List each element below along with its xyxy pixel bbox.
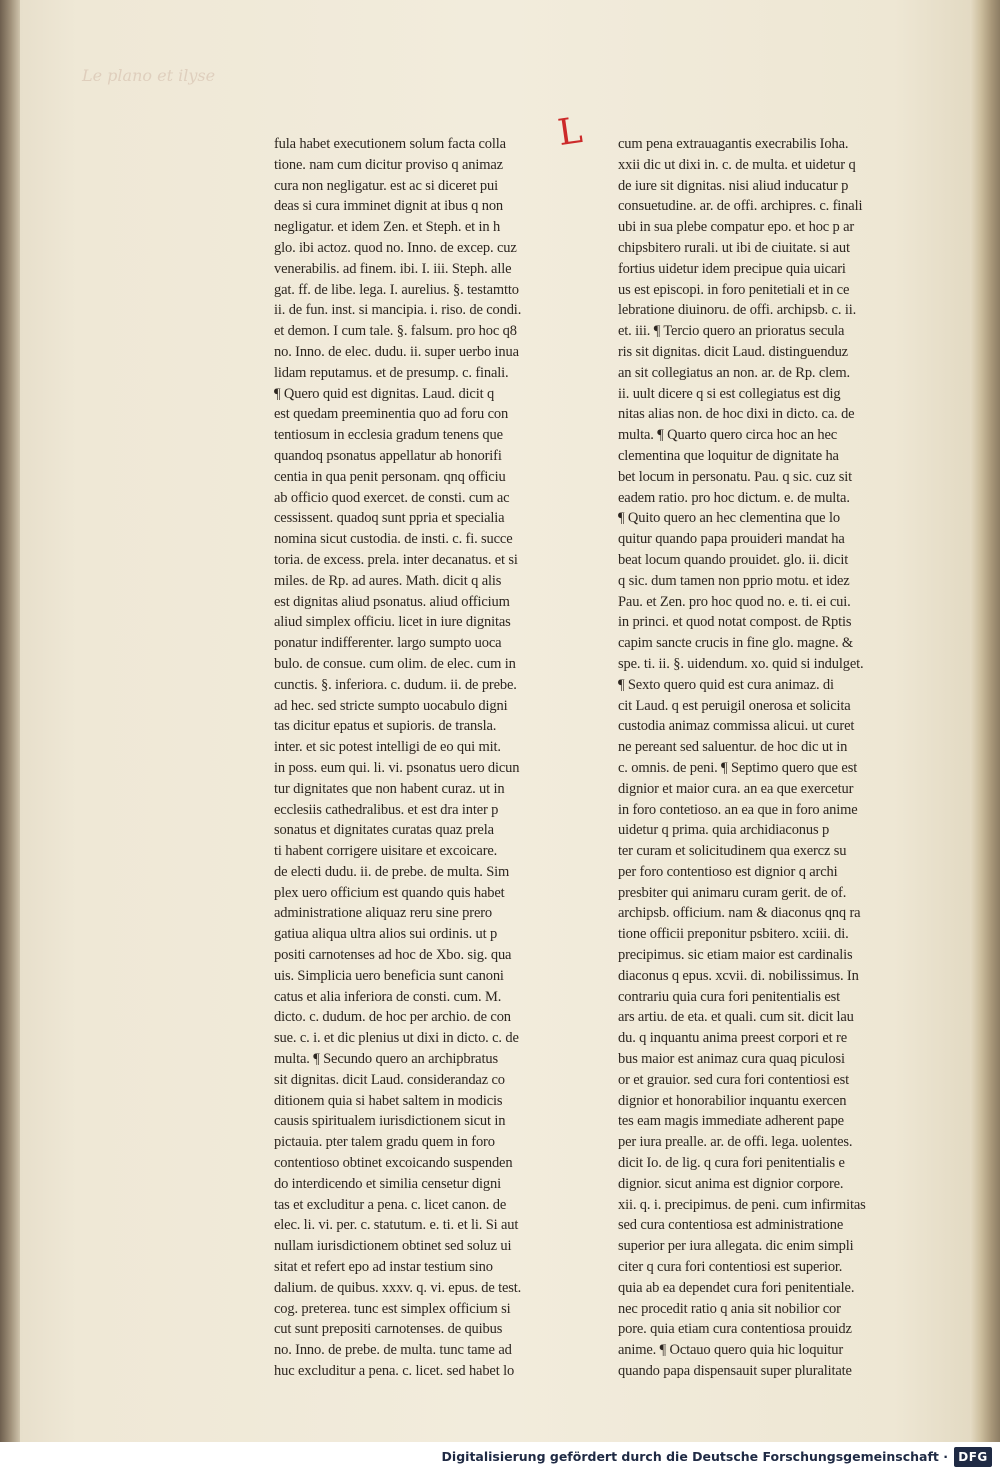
text-line: pore. quia etiam cura contentiosa prouidz <box>618 1321 852 1338</box>
text-line: dignior et maior cura. an ea que exercetur <box>618 780 854 797</box>
text-line: xxii dic ut dixi in. c. de multa. et uidetur q <box>618 156 856 173</box>
text-line: anime. ¶ Octauo quero quia hic loquitur <box>618 1342 844 1359</box>
text-line: ad hec. sed stricte sumpto uocabulo digni <box>274 697 508 714</box>
text-line: uidetur q prima. quia archidiaconus p <box>618 822 830 839</box>
text-line: contrariu quia cura fori penitentialis est <box>618 988 840 1005</box>
text-line: q sic. dum tamen non pprio motu. et idez <box>618 572 850 589</box>
text-line: dicit Io. de lig. q cura fori penitentialis e <box>618 1155 845 1172</box>
text-line: nomina sicut custodia. de insti. c. fi. succe <box>274 531 513 548</box>
text-line: tione officii preponitur psbitero. xciii. di. <box>618 926 849 943</box>
text-line: dignior et honorabilior inquantu exercen <box>618 1092 847 1109</box>
text-line: lebratione diuinoru. de offi. archipsb. c. ii. <box>618 302 857 319</box>
text-line: huc excluditur a pena. c. licet. sed habet lo <box>274 1363 515 1380</box>
text-line: cog. preterea. tunc est simplex officium si <box>274 1300 511 1317</box>
text-line: quitur quando papa prouideri mandat ha <box>618 531 845 548</box>
text-line: glo. ibi actoz. quod no. Inno. de excep. cuz <box>274 239 517 256</box>
text-line: citer q cura fori contentiosi est superior. <box>618 1259 843 1276</box>
text-line: du. q inquantu anima preest corpori et re <box>618 1030 847 1047</box>
text-line: gat. ff. de libe. lega. I. aurelius. §. testamtto <box>274 281 519 298</box>
text-line: capim sancte crucis in fine glo. magne. & <box>618 635 854 652</box>
text-line: dicto. c. dudum. de hoc per archio. de con <box>274 1009 511 1026</box>
text-line: tentiosum in ecclesia gradum tenens que <box>274 427 503 444</box>
text-line: fula habet executionem solum facta colla <box>274 136 506 152</box>
text-line: per foro contentioso est dignior q archi <box>618 863 838 880</box>
folio-number: L <box>555 110 585 154</box>
text-line: cum pena extrauagantis execrabilis Ioha. <box>618 136 849 152</box>
text-line: bus maior est animaz cura quaq piculosi <box>618 1051 845 1068</box>
text-line: no. Inno. de prebe. de multa. tunc tame ad <box>274 1342 512 1359</box>
text-line: quia ab ea dependet cura fori penitentiale. <box>618 1279 855 1296</box>
text-line: tur dignitates que non habent curaz. ut in <box>274 780 505 797</box>
text-line: positi carnotenses ad hoc de Xbo. sig. qua <box>274 947 512 964</box>
funding-credit: Digitalisierung gefördert durch die Deutsche Forschungsgemeinschaft · <box>441 1449 948 1464</box>
dfg-logo: DFG <box>954 1447 992 1467</box>
text-line: est quedam preeminentia quo ad foru con <box>274 406 509 423</box>
text-line: tas et excluditur a pena. c. licet canon. de <box>274 1196 507 1213</box>
text-line: tas dicitur epatus et supioris. de transla. <box>274 718 497 735</box>
text-line: de electi dudu. ii. de prebe. de multa. Sim <box>274 863 510 880</box>
text-line: tes eam magis immediate adherent pape <box>618 1113 844 1130</box>
text-line: archipsb. officium. nam & diaconus qnq ra <box>618 905 861 922</box>
text-line: eadem ratio. pro hoc dictum. e. de multa. <box>618 489 850 506</box>
text-line: do interdicendo et similia censetur digni <box>274 1175 501 1192</box>
text-line: uis. Simplicia uero beneficia sunt canoni <box>274 967 504 984</box>
text-line: us est episcopi. in foro penitetiali et in ce <box>618 281 850 298</box>
text-line: deas si cura imminet dignit at ibus q non <box>274 198 504 215</box>
right-text-column <box>618 134 908 1382</box>
text-line: presbiter qui animaru curam gerit. de of. <box>618 884 847 901</box>
text-line: in poss. eum qui. li. vi. psonatus uero dicun <box>274 759 520 776</box>
text-line: ditionem quia si habet saltem in modicis <box>274 1092 503 1109</box>
text-line: pictauia. pter talem gradu quem in foro <box>274 1134 495 1151</box>
text-line: administratione aliquaz reru sine prero <box>274 905 493 922</box>
text-line: cunctis. §. inferiora. c. dudum. ii. de prebe. <box>274 676 517 693</box>
text-line: ti habent corrigere uisitare et excoicare. <box>274 843 498 860</box>
text-line: cit Laud. q est peruigil onerosa et solicita <box>618 697 851 714</box>
text-line: quandoq psonatus appellatur ab honorifi <box>274 447 502 464</box>
text-line: ii. uult dicere q si est collegiatus est dig <box>618 385 841 402</box>
text-line: xii. q. i. precipimus. de peni. cum infirmitas <box>618 1196 866 1213</box>
page-fore-edge <box>970 0 1000 1442</box>
text-line: sit dignitas. dicit Laud. considerandaz co <box>274 1071 505 1088</box>
text-line: ¶ Sexto quero quid est cura animaz. di <box>618 676 834 693</box>
text-line: de iure sit dignitas. nisi aliud inducatur p <box>618 177 849 194</box>
text-line: no. Inno. de elec. dudu. ii. super uerbo inua <box>274 343 519 360</box>
text-line: ab officio quod exercet. de consti. cum ac <box>274 489 510 506</box>
text-line: ne pereant sed saluentur. de hoc dic ut in <box>618 739 848 756</box>
text-line: bet locum in personatu. Pau. q sic. cuz sit <box>618 468 852 485</box>
text-line: spe. ti. ii. §. uidendum. xo. quid si indulget. <box>618 655 864 672</box>
text-line: plex uero officium est quando quis habet <box>274 884 505 901</box>
text-line: diaconus q epus. xcvii. di. nobilissimus. In <box>618 967 859 984</box>
text-line: sed cura contentiosa est administratione <box>618 1217 844 1234</box>
text-line: ponatur indifferenter. largo sumpto uoca <box>274 635 502 652</box>
text-line: fortius uidetur idem precipue quia uicari <box>618 260 846 277</box>
text-line: catus et alia inferiora de consti. cum. M. <box>274 988 502 1005</box>
text-line: in foro contetioso. an ea que in foro anime <box>618 801 858 818</box>
faint-marginal-note: Le plano et ilyse <box>82 66 216 85</box>
page-scan <box>20 0 970 1442</box>
text-line: nullam iurisdictionem obtinet sed soluz ui <box>274 1238 512 1255</box>
left-text-column <box>274 134 566 1382</box>
text-line: est dignitas aliud psonatus. aliud officium <box>274 593 510 610</box>
text-line: ¶ Quero quid est dignitas. Laud. dicit q <box>274 385 495 402</box>
text-line: aliud simplex officiu. licet in iure dignitas <box>274 614 511 631</box>
text-line: sitat et refert epo ad instar testium sino <box>274 1259 493 1276</box>
text-line: contentioso obtinet excoicando suspenden <box>274 1155 513 1172</box>
text-line: quando papa dispensauit super pluralitate <box>618 1363 852 1380</box>
text-line: nec procedit ratio q ania sit nobilior cor <box>618 1300 841 1317</box>
text-line: cura non negligatur. est ac si diceret pui <box>274 177 499 194</box>
text-line: custodia animaz commissa alicui. ut curet <box>618 718 855 735</box>
text-line: sue. c. i. et dic plenius ut dixi in dicto. c. de <box>274 1030 519 1047</box>
text-line: lidam reputamus. et de presump. c. finali. <box>274 364 509 381</box>
text-line: per iura prealle. ar. de offi. lega. uolentes. <box>618 1134 853 1151</box>
text-line: nitas alias non. de hoc dixi in dicto. ca. de <box>618 406 855 423</box>
text-line: causis spiritualem iurisdictionem sicut in <box>274 1113 506 1130</box>
text-line: cut sunt prepositi carnotenses. de quibus <box>274 1321 503 1338</box>
text-line: clementina que loquitur de dignitate ha <box>618 447 839 464</box>
text-line: cessissent. quadoq sunt ppria et specialia <box>274 510 505 527</box>
text-line: or et grauior. sed cura fori contentiosi est <box>618 1071 849 1088</box>
text-line: ris sit dignitas. dicit Laud. distinguenduz <box>618 343 848 360</box>
text-line: in princi. et quod notat compost. de Rptis <box>618 614 852 631</box>
text-line: precipimus. sic etiam maior est cardinalis <box>618 947 853 964</box>
text-line: dalium. de quibus. xxxv. q. vi. epus. de test. <box>274 1279 522 1296</box>
text-line: ter curam et solicitudinem qua exercz su <box>618 843 847 860</box>
text-line: toria. de excess. prela. inter decanatus. et si <box>274 551 518 568</box>
book-gutter <box>0 0 20 1442</box>
text-line: ubi in sua plebe compatur epo. et hoc p ar <box>618 219 855 236</box>
text-line: bulo. de consue. cum olim. de elec. cum in <box>274 655 516 672</box>
text-line: chipsbitero rurali. ut ibi de ciuitate. si aut <box>618 239 850 256</box>
text-line: multa. ¶ Quarto quero circa hoc an hec <box>618 427 838 444</box>
text-line: gatiua aliqua ultra alios sui ordinis. ut p <box>274 926 498 943</box>
text-line: venerabilis. ad finem. ibi. I. iii. Steph. alle <box>274 260 512 277</box>
text-line: dignior. sicut anima est dignior corpore. <box>618 1175 844 1192</box>
text-line: centia in qua penit personam. qnq officiu <box>274 468 506 485</box>
text-line: superior per iura allegata. dic enim simpli <box>618 1238 854 1255</box>
text-line: an sit collegiatus an non. ar. de Rp. clem. <box>618 364 850 381</box>
text-line: negligatur. et idem Zen. et Steph. et in h <box>274 219 501 236</box>
text-line: elec. li. vi. per. c. statutum. e. ti. et li. Si aut <box>274 1217 519 1234</box>
text-line: miles. de Rp. ad aures. Math. dicit q alis <box>274 572 502 589</box>
text-line: Pau. et Zen. pro hoc quod no. e. ti. ei cui. <box>618 593 851 610</box>
text-line: et. iii. ¶ Tercio quero an prioratus secula <box>618 323 845 340</box>
text-line: ecclesiis cathedralibus. et est dra inter p <box>274 801 499 818</box>
text-line: ars artiu. de eta. et quali. cum sit. dicit lau <box>618 1009 854 1026</box>
text-line: inter. et sic potest intelligi de eo qui mit. <box>274 739 501 756</box>
text-line: et demon. I cum tale. §. falsum. pro hoc q8 <box>274 323 517 340</box>
text-line: tione. nam cum dicitur proviso q animaz <box>274 156 503 173</box>
text-line: consuetudine. ar. de offi. archipres. c. finali <box>618 198 863 215</box>
text-line: sonatus et dignitates curatas quaz prela <box>274 822 494 839</box>
text-line: ii. de fun. inst. si mancipia. i. riso. de condi. <box>274 302 522 319</box>
text-line: ¶ Quito quero an hec clementina que lo <box>618 510 840 527</box>
text-line: multa. ¶ Secundo quero an archipbratus <box>274 1051 498 1068</box>
text-line: beat locum quando prouidet. glo. ii. dicit <box>618 551 849 568</box>
text-line: c. omnis. de peni. ¶ Septimo quero que est <box>618 759 858 776</box>
